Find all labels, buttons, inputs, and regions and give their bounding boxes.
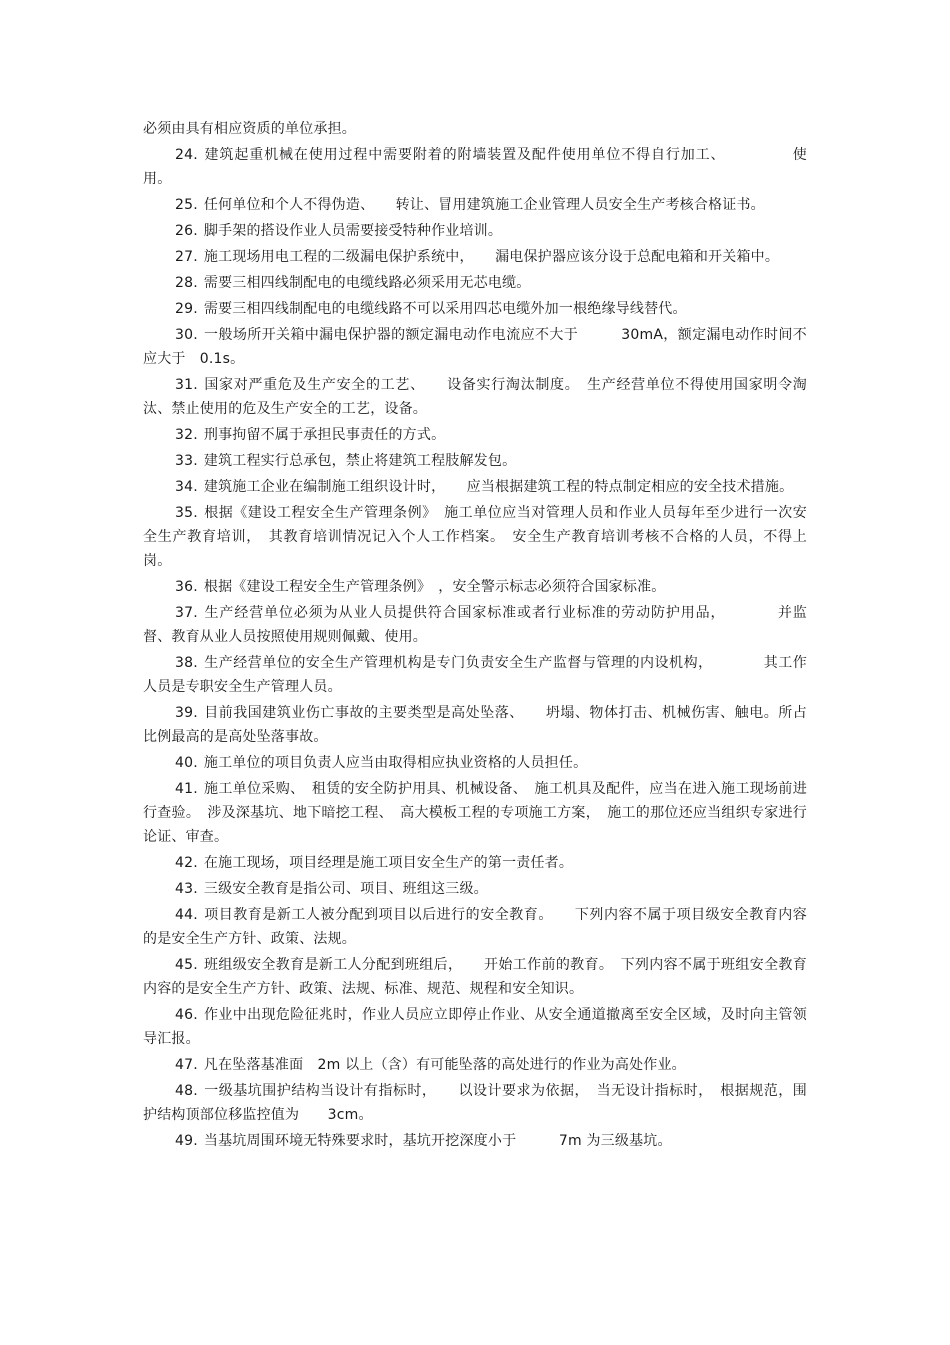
statement-text: 施工单位的项目负责人应当由取得相应执业资格的人员担任。 [203, 755, 588, 771]
statement-text: 建筑施工企业在编制施工组织设计时， 应当根据建筑工程的特点制定相应的安全技术措施。 [203, 479, 794, 495]
statement-number: 46. [175, 1007, 198, 1023]
statement-number: 49. [175, 1133, 198, 1149]
statement-item [143, 297, 807, 321]
statement-text: 在施工现场，项目经理是施工项目安全生产的第一责任者。 [203, 855, 574, 871]
statement-text: 建筑工程实行总承包，禁止将建筑工程肢解发包。 [203, 453, 517, 469]
statement-item [143, 751, 807, 775]
statement-text: 需要三相四线制配电的电缆线路不可以采用四芯电缆外加一根绝缘导线替代。 [203, 301, 687, 317]
document-body [143, 117, 807, 1155]
statement-text: 生产经营单位的安全生产管理机构是专门负责安全生产监督与管理的内设机构， 其工作人员是专职安全生产管理人员。 [143, 655, 807, 695]
statement-text: 施工现场用电工程的二级漏电保护系统中， 漏电保护器应该分设于总配电箱和开关箱中。 [203, 249, 780, 265]
statement-number: 47. [175, 1057, 198, 1073]
statement-number: 37. [175, 605, 198, 621]
statement-item [143, 851, 807, 875]
statement-number: 31. [175, 377, 198, 393]
statement-text: 一级基坑围护结构当设计有指标时， 以设计要求为依据， 当无设计指标时， 根据规范，围护结构顶部位移监控值为 3cm。 [143, 1083, 807, 1123]
statement-item [143, 245, 807, 269]
statement-text: 施工单位采购、 租赁的安全防护用具、机械设备、 施工机具及配件，应当在进入施工现场前进行查验。 涉及深基坑、地下暗挖工程、 高大模板工程的专项施工方案， 施工的那位还应当组织专家进行论证、审查。 [143, 781, 807, 845]
statement-item [143, 143, 807, 191]
statement-number: 33. [175, 453, 198, 469]
statement-text: 任何单位和个人不得伪造、 转让、冒用建筑施工企业管理人员安全生产考核合格证书。 [203, 197, 765, 213]
statement-text: 刑事拘留不属于承担民事责任的方式。 [203, 427, 446, 443]
statement-item [143, 193, 807, 217]
statement-item [143, 1079, 807, 1127]
statement-number: 38. [175, 655, 198, 671]
statement-item [143, 475, 807, 499]
statement-item [143, 1129, 807, 1153]
statement-text: 作业中出现危险征兆时，作业人员应立即停止作业、从安全通道撤离至安全区域，及时向主管领导汇报。 [143, 1007, 807, 1047]
statement-number: 44. [175, 907, 198, 923]
statement-item [143, 271, 807, 295]
statement-item [143, 953, 807, 1001]
statement-item [143, 219, 807, 243]
statement-item [143, 1003, 807, 1051]
statement-number: 35. [175, 505, 198, 521]
statement-number: 27. [175, 249, 198, 265]
statement-text: 凡在坠落基准面 2m 以上（含）有可能坠落的高处进行的作业为高处作业。 [203, 1057, 686, 1073]
statement-list [143, 143, 807, 1153]
statement-number: 43. [175, 881, 198, 897]
statement-number: 36. [175, 579, 198, 595]
statement-number: 48. [175, 1083, 198, 1099]
statement-text: 建筑起重机械在使用过程中需要附着的附墙装置及配件使用单位不得自行加工、 使用。 [143, 147, 807, 187]
statement-number: 34. [175, 479, 198, 495]
statement-number: 26. [175, 223, 198, 239]
statement-item [143, 651, 807, 699]
statement-number: 45. [175, 957, 198, 973]
statement-item [143, 877, 807, 901]
statement-item [143, 501, 807, 573]
statement-number: 39. [175, 705, 198, 721]
statement-text: 需要三相四线制配电的电缆线路必须采用无芯电缆。 [203, 275, 531, 291]
statement-number: 30. [175, 327, 198, 343]
statement-item [143, 701, 807, 749]
statement-number: 24. [175, 147, 198, 163]
lead-paragraph: 必须由具有相应资质的单位承担。 [143, 121, 356, 137]
statement-item [143, 777, 807, 849]
statement-item [143, 423, 807, 447]
statement-number: 29. [175, 301, 198, 317]
statement-item [143, 323, 807, 371]
statement-number: 25. [175, 197, 198, 213]
statement-number: 28. [175, 275, 198, 291]
statement-text: 一般场所开关箱中漏电保护器的额定漏电动作电流应不大于 30mA，额定漏电动作时间不应大于 0.1s。 [143, 327, 807, 367]
statement-text: 项目教育是新工人被分配到项目以后进行的安全教育。 下列内容不属于项目级安全教育内容的是安全生产方针、政策、法规。 [143, 907, 807, 947]
statement-item [143, 449, 807, 473]
statement-number: 41. [175, 781, 198, 797]
statement-text: 脚手架的搭设作业人员需要接受特种作业培训。 [203, 223, 503, 239]
statement-item [143, 903, 807, 951]
statement-text: 国家对严重危及生产安全的工艺、 设备实行淘汰制度。 生产经营单位不得使用国家明令淘汰、禁止使用的危及生产安全的工艺，设备。 [143, 377, 807, 417]
statement-item [143, 1053, 807, 1077]
statement-text: 当基坑周围环境无特殊要求时，基坑开挖深度小于 7m 为三级基坑。 [203, 1133, 672, 1149]
statement-number: 32. [175, 427, 198, 443]
statement-text: 生产经营单位必须为从业人员提供符合国家标准或者行业标准的劳动防护用品， 并监督、教育从业人员按照使用规则佩戴、使用。 [143, 605, 807, 645]
statement-text: 目前我国建筑业伤亡事故的主要类型是高处坠落、 坍塌、物体打击、机械伤害、触电。所占比例最高的是高处坠落事故。 [143, 705, 807, 745]
statement-item [143, 575, 807, 599]
statement-number: 40. [175, 755, 198, 771]
statement-item [143, 373, 807, 421]
statement-item [143, 601, 807, 649]
statement-number: 42. [175, 855, 198, 871]
statement-text: 根据《建设工程安全生产管理条例》 施工单位应当对管理人员和作业人员每年至少进行一次安全生产教育培训， 其教育培训情况记入个人工作档案。 安全生产教育培训考核不合格的人员，不得上岗。 [143, 505, 807, 569]
statement-text: 班组级安全教育是新工人分配到班组后， 开始工作前的教育。 下列内容不属于班组安全教育内容的是安全生产方针、政策、法规、标准、规范、规程和安全知识。 [143, 957, 807, 997]
statement-text: 根据《建设工程安全生产管理条例》 ，安全警示标志必须符合国家标准。 [203, 579, 666, 595]
statement-text: 三级安全教育是指公司、项目、班组这三级。 [203, 881, 488, 897]
